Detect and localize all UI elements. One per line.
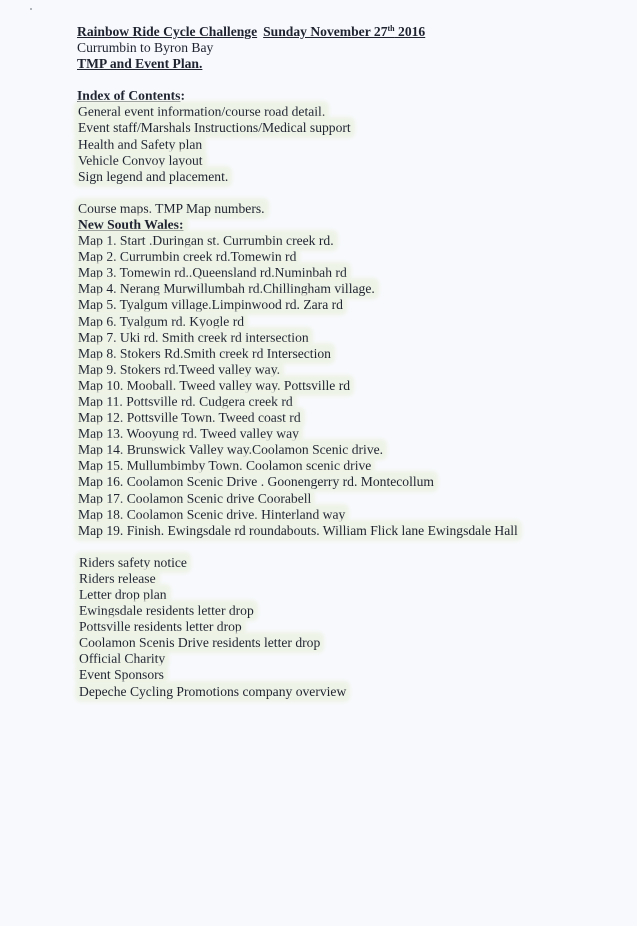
map-item: Map 6. Tyalgum rd. Kyogle rd	[78, 313, 245, 329]
header-title-line	[77, 24, 617, 40]
map-item: Map 3. Tomewin rd..Queensland rd.Numinbah rd	[78, 265, 347, 281]
spacer	[77, 185, 617, 201]
index-heading-line	[77, 88, 617, 104]
map-item: Map 10. Mooball. Tweed valley way. Pottsville rd	[78, 377, 351, 393]
index-item: Health and Safety plan	[78, 136, 203, 152]
map-item: Map 9. Stokers rd.Tweed valley way.	[78, 361, 281, 377]
scan-speck	[30, 8, 32, 10]
region-heading: New South Wales:	[78, 216, 184, 232]
map-item: Map 2. Currumbin creek rd.Tomewin rd	[78, 249, 297, 265]
appendix-item: Depeche Cycling Promotions company overview	[79, 683, 347, 699]
event-title: Rainbow Ride Cycle Challenge	[77, 24, 258, 39]
appendix-item: Pottsville residents letter drop	[79, 619, 242, 635]
index-item: General event information/course road detail.	[78, 104, 326, 120]
map-list	[77, 233, 617, 539]
event-date-suffix: th	[387, 24, 395, 33]
appendix-item: Official Charity	[79, 651, 166, 667]
plan-title: TMP and Event Plan.	[77, 56, 203, 72]
index-item: Sign legend and placement.	[78, 168, 229, 184]
appendix-item: Ewingsdale residents letter drop	[79, 603, 254, 619]
map-item: Map 16. Coolamon Scenic Drive . Goonengerry rd. Montecollum	[78, 474, 435, 490]
index-heading-colon: :	[180, 88, 186, 104]
map-item: Map 15. Mullumbimby Town. Coolamon scenic drive	[78, 458, 372, 474]
map-item: Map 14. Brunswick Valley way.Coolamon Scenic drive.	[78, 442, 384, 458]
appendix-item: Riders safety notice	[79, 554, 187, 570]
map-item: Map 8. Stokers Rd.Smith creek rd Intersection	[78, 345, 331, 361]
appendix-item: Letter drop plan	[79, 587, 167, 602]
appendix-list	[77, 555, 617, 700]
document-body	[77, 24, 617, 700]
route-line	[77, 40, 617, 56]
map-item: Map 12. Pottsville Town. Tweed coast rd	[78, 410, 301, 426]
index-item: Vehicle Convoy layout	[78, 152, 203, 168]
appendix-item: Event Sponsors	[79, 667, 164, 683]
index-heading: Index of Contents	[77, 88, 181, 104]
spacer	[77, 539, 617, 555]
map-item: Map 5. Tyalgum village.Limpinwood rd. Zara rd	[78, 297, 343, 313]
map-item: Map 19. Finish. Ewingsdale rd roundabouts. William Flick lane Ewingsdale Hall	[78, 522, 518, 538]
spacer	[77, 72, 617, 88]
appendix-item: Coolamon Scenis Drive residents letter drop	[79, 635, 321, 651]
map-item: Map 1. Start .Duringan st. Currumbin creek rd.	[78, 233, 334, 249]
map-item: Map 13. Wooyung rd. Tweed valley way	[78, 426, 299, 442]
event-date	[263, 24, 425, 39]
event-route: Currumbin to Byron Bay	[77, 40, 214, 56]
index-list	[77, 104, 617, 184]
index-item: Event staff/Marshals Instructions/Medical support	[78, 120, 351, 136]
maps-intro: Course maps. TMP Map numbers.	[78, 200, 265, 216]
event-date-year: 2016	[394, 24, 426, 39]
map-item: Map 18. Coolamon Scenic drive. Hinterland way	[78, 506, 346, 522]
map-item: Map 17. Coolamon Scenic drive Coorabell	[78, 490, 312, 506]
event-date-prefix: Sunday November 27	[263, 24, 388, 39]
plan-title-line	[77, 56, 617, 72]
map-item: Map 11. Pottsville rd. Cudgera creek rd	[78, 393, 293, 409]
appendix-item: Riders release	[79, 570, 156, 586]
map-item: Map 7. Uki rd. Smith creek rd intersection	[78, 329, 309, 345]
map-item: Map 4. Nerang Murwillumbah rd.Chillingham village.	[78, 281, 375, 297]
